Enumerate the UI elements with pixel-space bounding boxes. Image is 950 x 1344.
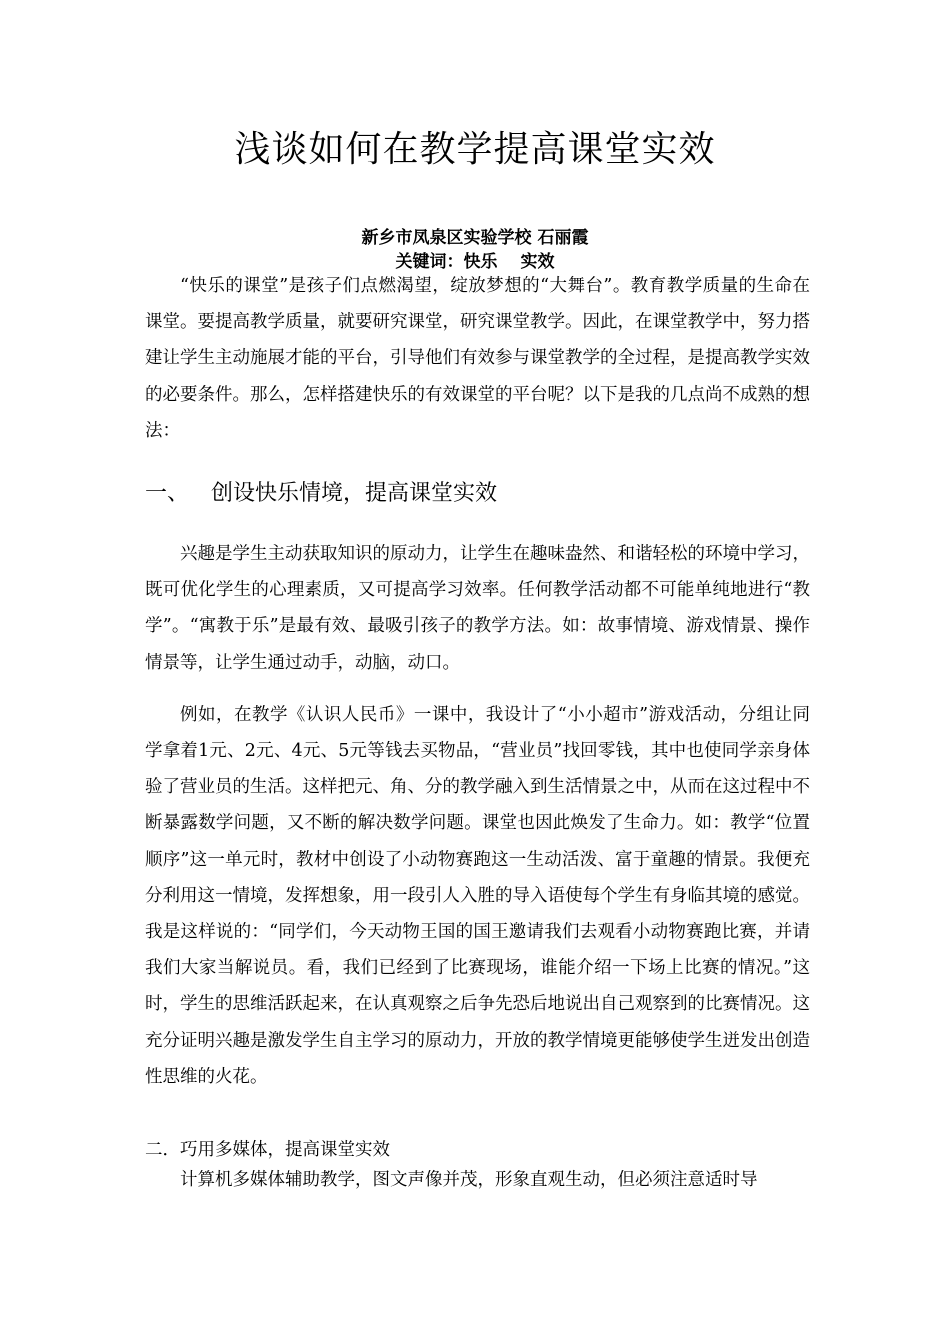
section-1-heading-text: 创设快乐情境，提高课堂实效 xyxy=(211,481,498,506)
paragraph: 计算机多媒体辅助教学，图文声像并茂，形象直观生动，但必须注意适时导 xyxy=(180,1170,758,1190)
intro-section xyxy=(145,268,810,449)
section-2-body xyxy=(145,1162,810,1198)
keywords-line: 关键词：快乐 实效 xyxy=(395,252,555,272)
document-title: 浅谈如何在教学提高课堂实效 xyxy=(234,129,716,170)
paragraph: 例如，在教学《认识人民币》一课中，我设计了“小小超市”游戏活动，分组让同学拿着1元、2元、4元、5元等钱去买物品，“营业员”找回零钱，其中也使同学亲身体验了营业员的生活。这样把元、角、分的教学融入到生活情景之中，从而在这过程中不断暴露数学问题，又不断的解决数学问题。课堂也因此焕发了生命力。如：教学“位置顺序”这一单元时，教材中创设了小动物赛跑这一生动活泼、富于童趣的情景。我便充分利用这一情境，发挥想象，用一段引人入胜的导入语使每个学生有身临其境的感觉。我是这样说的：“同学们，今天动物王国的国王邀请我们去观看小动物赛跑比赛，并请我们大家当解说员。看，我们已经到了比赛现场，谁能介绍一下场上比赛的情况。”这时，学生的思维活跃起来，在认真观察之后争先恐后地说出自己观察到的比赛情况。这充分证明兴趣是激发学生自主学习的原动力，开放的教学情境更能够使学生迸发出创造性思维的火花。 xyxy=(145,704,810,1087)
author-line: 新乡市凤泉区实验学校 石丽霞 xyxy=(361,228,589,248)
intro-paragraph: “快乐的课堂”是孩子们点燃渴望，绽放梦想的“大舞台”。教育教学质量的生命在课堂。要提高教学质量，就要研究课堂，研究课堂教学。因此，在课堂教学中，努力搭建让学生主动施展才能的平台，引导他们有效参与课堂教学的全过程，是提高教学实效的必要条件。那么，怎样搭建快乐的有效课堂的平台呢？以下是我的几点尚不成熟的想法： xyxy=(145,276,810,441)
paragraph: 兴趣是学生主动获取知识的原动力，让学生在趣味盎然、和谐轻松的环境中学习，既可优化学生的心理素质，又可提高学习效率。任何教学活动都不可能单纯地进行“教学”。“寓教于乐”是最有效、最吸引孩子的教学方法。如：故事情境、游戏情景、操作情景等，让学生通过动手，动脑，动口。 xyxy=(145,544,810,673)
section-2-heading: 二．巧用多媒体，提高课堂实效 xyxy=(145,1140,390,1160)
section-1-number: 一、 xyxy=(145,481,190,506)
section-1-heading xyxy=(145,478,810,510)
section-1-body xyxy=(145,536,810,1095)
